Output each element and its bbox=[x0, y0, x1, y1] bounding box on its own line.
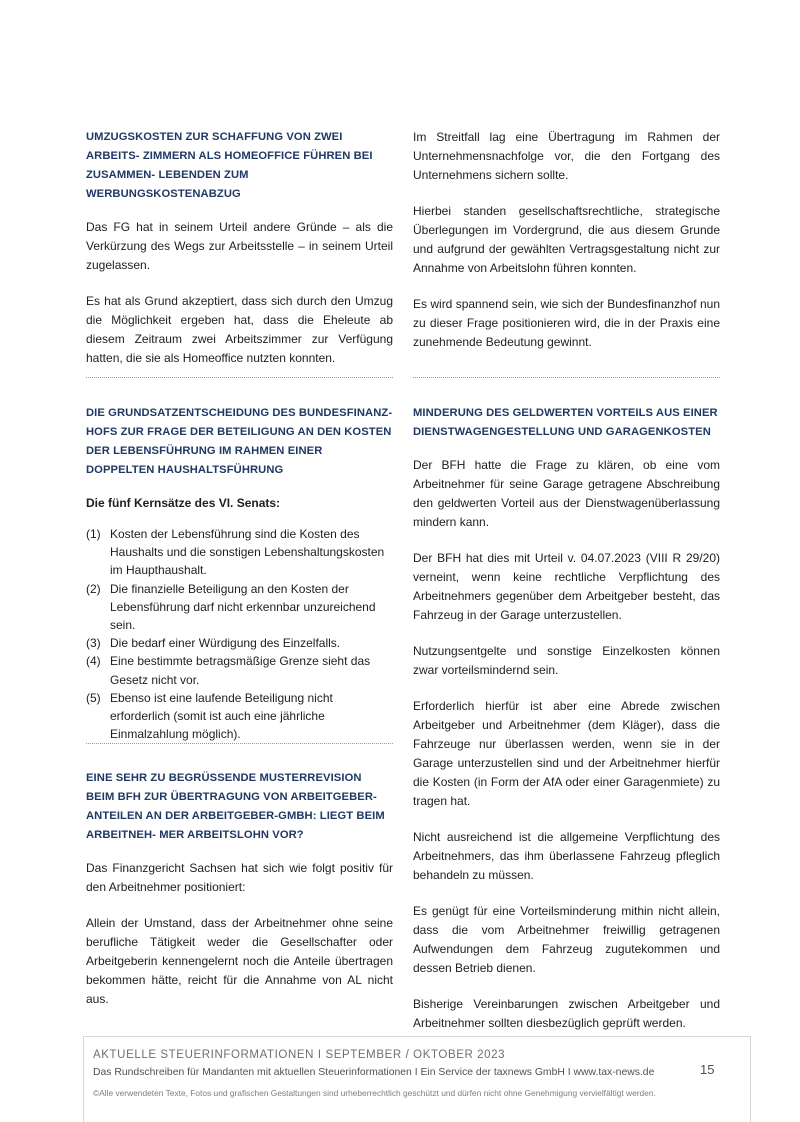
list-item-number: (3) bbox=[86, 636, 101, 651]
list-item-number: (2) bbox=[86, 581, 101, 596]
section-divider bbox=[86, 377, 393, 378]
paragraph: Allein der Umstand, dass der Arbeitnehmer ohne seine berufliche Tätigkeit weder die Gesellschafter oder Arbeitgeberin kennengelernt noch die Anteile übertragen bekommen hätte, reicht für die Annahme von AL nicht aus. bbox=[86, 916, 393, 1006]
section-heading: UMZUGSKOSTEN ZUR SCHAFFUNG VON ZWEI ARBEITS- ZIMMERN ALS HOMEOFFICE FÜHREN BEI ZUSAMMEN- LEBENDEN ZUM WERBUNGSKOSTENABZUG bbox=[86, 131, 373, 200]
list-item-text: Kosten der Lebensführung sind die Kosten des Haushalts und die sonstigen Lebenshaltungskosten im Haupthaushalt. bbox=[110, 527, 385, 578]
list-item bbox=[86, 634, 393, 652]
footer-title: AKTUELLE STEUERINFORMATIONEN I SEPTEMBER / OKTOBER 2023 bbox=[93, 1049, 506, 1061]
left-section-grundsatzentscheidung bbox=[86, 404, 393, 743]
paragraph: Nutzungsentgelte und sonstige Einzelkosten können zwar vorteilsmindernd sein. bbox=[413, 644, 720, 677]
kernsaetze-list bbox=[86, 525, 393, 743]
list-item-number: (4) bbox=[86, 654, 101, 669]
paragraph: Im Streitfall lag eine Übertragung im Rahmen der Unternehmensnachfolge vor, die den Fortgang des Unternehmens sichern sollte. bbox=[413, 130, 720, 182]
list-item-text: Die finanzielle Beteiligung an den Kosten der Lebensführung darf nicht erkennbar unzureichend sein. bbox=[110, 581, 376, 633]
list-item bbox=[86, 525, 393, 580]
paragraph: Es wird spannend sein, wie sich der Bundesfinanzhof nun zu dieser Frage positionieren wird, die in der Praxis eine zunehmende Bedeutung gewinnt. bbox=[413, 297, 720, 349]
section-heading: EINE SEHR ZU BEGRÜSSENDE MUSTERREVISION BEIM BFH ZUR ÜBERTRAGUNG VON ARBEITGEBER-ANTEILEN AN DER ARBEITGEBER-GMBH: LIEGT BEIM ARBEITNEH- MER ARBEITSLOHN VOR? bbox=[86, 772, 385, 841]
paragraph: Es genügt für eine Vorteilsminderung mithin nicht allein, dass die vom Arbeitnehmer freiwillig getragenen Aufwendungen dem Fahrzeug zugutekommen und dessen Betrieb dienen. bbox=[413, 904, 720, 975]
section-subheading: Die fünf Kernsätze des VI. Senats: bbox=[86, 496, 281, 510]
list-item-number: (5) bbox=[86, 690, 101, 705]
section-divider bbox=[413, 377, 720, 378]
list-item-text: Eine bestimmte betragsmäßige Grenze sieht das Gesetz nicht vor. bbox=[110, 654, 371, 687]
paragraph: Der BFH hat dies mit Urteil v. 04.07.2023 (VIII R 29/20) verneint, wenn keine rechtliche Verpflichtung des Arbeitnehmers gegenüber dem Arbeitgeber besteht, das Fahrzeug in der Garage unterzustellen. bbox=[413, 551, 720, 622]
left-section-umzugskosten bbox=[86, 128, 393, 385]
paragraph: Erforderlich hierfür ist aber eine Abrede zwischen Arbeitgeber und Arbeitnehmer (dem Kläger), dass die Fahrzeuge nur überlassen werden, wenn sie in der Garage unterzustellen sind und der Arbeitnehmer hierfür die Kosten (in Form der AfA oder einer Garagenmiete) zu tragen hat. bbox=[413, 699, 720, 808]
right-section-dienstwagen bbox=[413, 404, 720, 1050]
section-heading: MINDERUNG DES GELDWERTEN VORTEILS AUS EINER DIENSTWAGENGESTELLUNG UND GARAGENKOSTEN bbox=[413, 407, 718, 438]
footer-subtitle: Das Rundschreiben für Mandanten mit aktuellen Steuerinformationen I Ein Service der taxnews GmbH I www.tax-news.de bbox=[93, 1067, 655, 1078]
list-item bbox=[86, 689, 393, 744]
page-number: 15 bbox=[700, 1062, 715, 1077]
page-footer bbox=[83, 1036, 751, 1122]
paragraph: Das FG hat in seinem Urteil andere Gründe – als die Verkürzung des Wegs zur Arbeitsstelle – in seinem Urteil zugelassen. bbox=[86, 220, 393, 272]
list-item-text: Ebenso ist eine laufende Beteiligung nicht erforderlich (somit ist auch eine jährliche Einmalzahlung möglich). bbox=[110, 690, 333, 742]
paragraph: Das Finanzgericht Sachsen hat sich wie folgt positiv für den Arbeitnehmer positioniert: bbox=[86, 861, 393, 894]
left-section-musterrevision bbox=[86, 769, 393, 1026]
paragraph: Hierbei standen gesellschaftsrechtliche, strategische Überlegungen im Vordergrund, die aus diesem Grunde und aufgrund der gewählten Vertragsgestaltung nicht zur Annahme von Arbeitslohn führen konnten. bbox=[413, 204, 720, 275]
paragraph: Bisherige Vereinbarungen zwischen Arbeitgeber und Arbeitnehmer sollten diesbezüglich geprüft werden. bbox=[413, 997, 720, 1030]
list-item-number: (1) bbox=[86, 527, 101, 541]
footer-copyright: ©Alle verwendeten Texte, Fotos und grafischen Gestaltungen sind urheberrechtlich geschützt und dürfen nicht ohne Genehmigung vervielfältigt werden. bbox=[93, 1088, 656, 1098]
list-item-text: Die bedarf einer Würdigung des Einzelfalls. bbox=[110, 636, 341, 651]
section-divider bbox=[86, 743, 393, 744]
paragraph: Der BFH hatte die Frage zu klären, ob eine vom Arbeitnehmer für seine Garage getragene Abschreibung den geldwerten Vorteil aus der Dienstwagenüberlassung mindern kann. bbox=[413, 458, 720, 529]
paragraph: Es hat als Grund akzeptiert, dass sich durch den Umzug die Möglichkeit ergeben hat, dass die Eheleute ab diesem Zeitraum zwei Arbeitszimmer zur Verfügung hatten, die sie als Homeoffice nutzten konnten. bbox=[86, 294, 393, 365]
right-section-fortsetzung bbox=[413, 128, 720, 369]
list-item bbox=[86, 580, 393, 635]
paragraph: Nicht ausreichend ist die allgemeine Verpflichtung des Arbeitnehmers, das ihm überlassene Fahrzeug pfleglich behandeln zu müssen. bbox=[413, 830, 720, 882]
list-item bbox=[86, 652, 393, 688]
section-heading: DIE GRUNDSATZENTSCHEIDUNG DES BUNDESFINANZ- HOFS ZUR FRAGE DER BETEILIGUNG AN DEN KOSTEN DER LEBENSFÜHRUNG IM RAHMEN EINER DOPPELTEN HAUSHALTSFÜHRUNG bbox=[86, 407, 393, 476]
